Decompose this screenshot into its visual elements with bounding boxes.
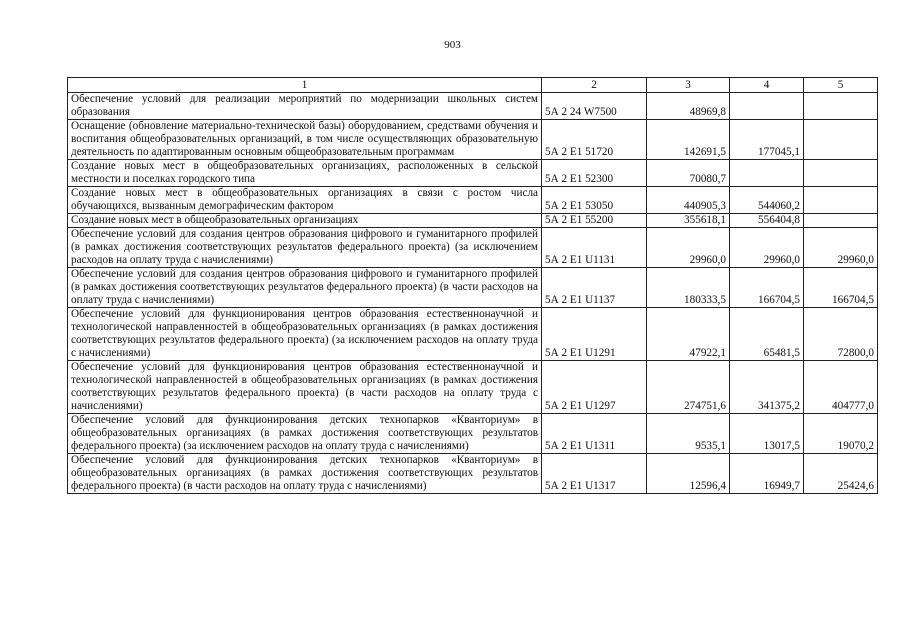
row-value-3: 9535,1	[647, 414, 730, 454]
row-value-4: 341375,2	[730, 361, 804, 414]
row-value-5: 19070,2	[804, 414, 878, 454]
row-value-5	[804, 214, 878, 228]
row-value-3: 440905,3	[647, 187, 730, 214]
table-row	[68, 268, 878, 308]
row-value-3: 29960,0	[647, 228, 730, 268]
table-row	[68, 187, 878, 214]
header-col-4: 4	[730, 78, 804, 93]
header-col-1: 1	[68, 78, 542, 93]
row-value-5: 72800,0	[804, 308, 878, 361]
header-col-2: 2	[542, 78, 647, 93]
row-name: Оснащение (обновление материально-технической базы) оборудованием, средствами обучения и воспитания общеобразовательных организаций, в том числе осуществляющих образовательную деятельность по адаптированным основным общеобразовательным программам	[68, 120, 542, 160]
row-value-4: 29960,0	[730, 228, 804, 268]
table-header-row	[68, 78, 878, 93]
header-col-3: 3	[647, 78, 730, 93]
row-value-5	[804, 160, 878, 187]
table-row	[68, 414, 878, 454]
row-value-5: 29960,0	[804, 228, 878, 268]
row-value-3: 180333,5	[647, 268, 730, 308]
row-name: Обеспечение условий для функционирования детских технопарков «Кванториум» в общеобразовательных организациях (в рамках достижения соответствующих результатов федерального проекта) (за исключением расходов на оплату труда с начислениями)	[68, 414, 542, 454]
row-value-4: 16949,7	[730, 454, 804, 494]
row-value-5: 404777,0	[804, 361, 878, 414]
row-value-5: 25424,6	[804, 454, 878, 494]
row-name: Обеспечение условий для функционирования детских технопарков «Кванториум» в общеобразовательных организациях (в рамках достижения соответствующих результатов федерального проекта) (в части расходов на оплату труда с начислениями)	[68, 454, 542, 494]
row-code: 5А 2 Е1 U1297	[542, 361, 647, 414]
row-value-5: 166704,5	[804, 268, 878, 308]
row-value-4: 556404,8	[730, 214, 804, 228]
page-number: 903	[444, 39, 461, 51]
row-value-3: 70080,7	[647, 160, 730, 187]
row-name: Обеспечение условий для функционирования центров образования естественнонаучной и технологической направленностей в общеобразовательных организациях (в рамках достижения соответствующих результатов федерального проекта) (в части расходов на оплату труда с начислениями)	[68, 361, 542, 414]
table-row	[68, 454, 878, 494]
row-value-4: 544060,2	[730, 187, 804, 214]
row-value-3: 47922,1	[647, 308, 730, 361]
row-code: 5А 2 Е1 51720	[542, 120, 647, 160]
row-code: 5А 2 24 W7500	[542, 93, 647, 120]
table-row	[68, 308, 878, 361]
row-name: Создание новых мест в общеобразовательных организациях в связи с ростом числа обучающихся, вызванным демографическим фактором	[68, 187, 542, 214]
budget-table	[67, 77, 878, 494]
row-code: 5А 2 Е1 U1311	[542, 414, 647, 454]
table-row	[68, 228, 878, 268]
row-value-3: 274751,6	[647, 361, 730, 414]
header-col-5: 5	[804, 78, 878, 93]
row-value-4: 166704,5	[730, 268, 804, 308]
table-row	[68, 93, 878, 120]
row-name: Обеспечение условий для создания центров образования цифрового и гуманитарного профилей (в рамках достижения соответствующих результатов федерального проекта) (за исключением расходов на оплату труда с начислениями)	[68, 228, 542, 268]
table-row	[68, 361, 878, 414]
row-name: Создание новых мест в общеобразовательных организациях, расположенных в сельской местности и поселках городского типа	[68, 160, 542, 187]
row-value-5	[804, 187, 878, 214]
table-row	[68, 214, 878, 228]
row-value-4: 13017,5	[730, 414, 804, 454]
row-code: 5А 2 Е1 52300	[542, 160, 647, 187]
row-value-5	[804, 93, 878, 120]
row-name: Обеспечение условий для создания центров образования цифрового и гуманитарного профилей (в рамках достижения соответствующих результатов федерального проекта) (в части расходов на оплату труда с начислениями)	[68, 268, 542, 308]
row-value-4	[730, 93, 804, 120]
row-value-4: 65481,5	[730, 308, 804, 361]
row-value-3: 12596,4	[647, 454, 730, 494]
row-value-3: 142691,5	[647, 120, 730, 160]
row-value-3: 48969,8	[647, 93, 730, 120]
row-code: 5А 2 Е1 53050	[542, 187, 647, 214]
row-code: 5А 2 Е1 U1291	[542, 308, 647, 361]
table-row	[68, 160, 878, 187]
row-code: 5А 2 Е1 55200	[542, 214, 647, 228]
row-value-3: 355618,1	[647, 214, 730, 228]
row-code: 5А 2 Е1 U1137	[542, 268, 647, 308]
row-value-4: 177045,1	[730, 120, 804, 160]
row-code: 5А 2 Е1 U1317	[542, 454, 647, 494]
row-name: Обеспечение условий для функционирования центров образования естественнонаучной и технологической направленностей в общеобразовательных организациях (в рамках достижения соответствующих результатов федерального проекта) (за исключением расходов на оплату труда с начислениями)	[68, 308, 542, 361]
row-name: Создание новых мест в общеобразовательных организациях	[68, 214, 542, 228]
row-value-4	[730, 160, 804, 187]
row-code: 5А 2 Е1 U1131	[542, 228, 647, 268]
table-row	[68, 120, 878, 160]
row-name: Обеспечение условий для реализации мероприятий по модернизации школьных систем образования	[68, 93, 542, 120]
row-value-5	[804, 120, 878, 160]
